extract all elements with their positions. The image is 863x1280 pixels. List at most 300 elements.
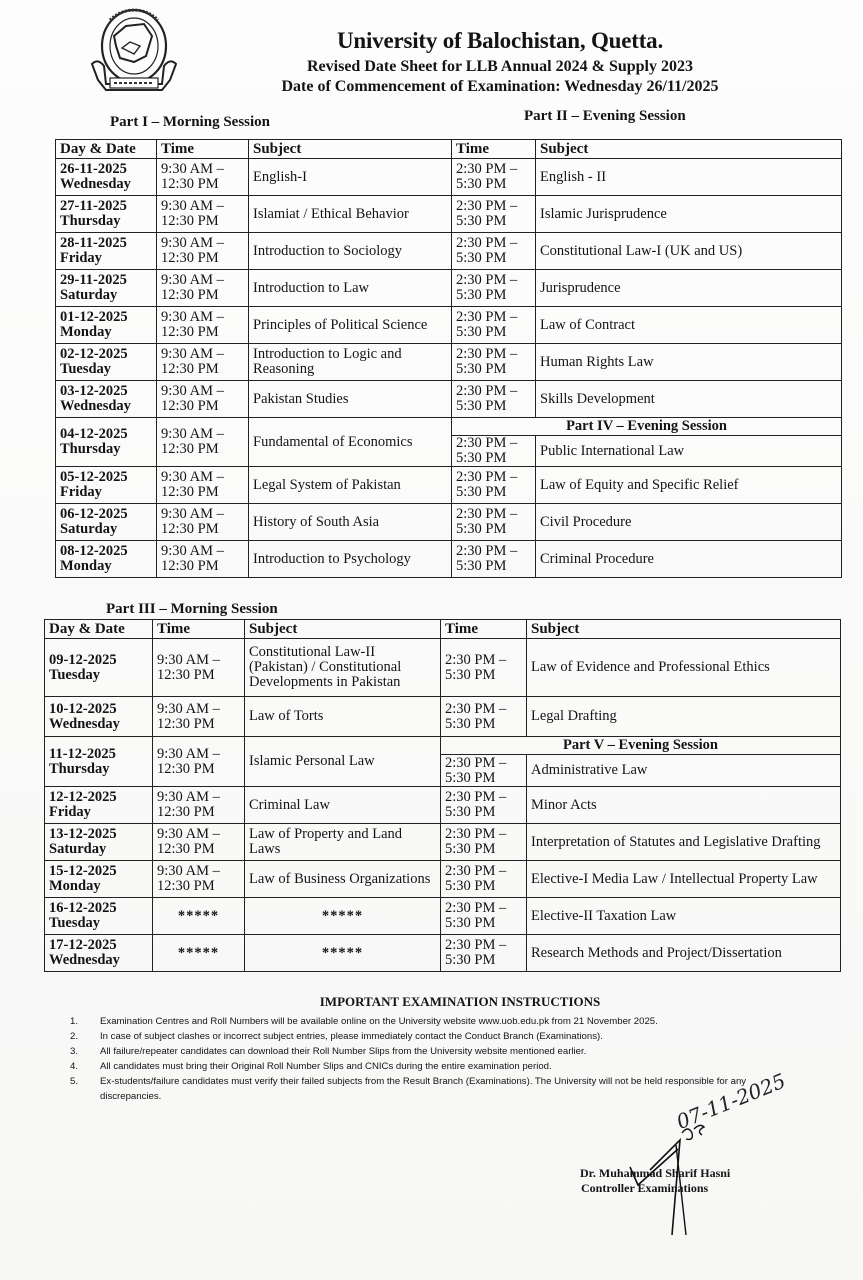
morning-time-cell [153, 697, 245, 737]
table-row [56, 159, 842, 196]
evening-time-start: 2:30 PM – [456, 198, 518, 214]
morning-subject-cell [245, 898, 441, 935]
morning-subject-cell [249, 467, 452, 504]
evening-time-start: 2:30 PM – [445, 863, 507, 879]
morning-time-end: 12:30 PM [161, 324, 219, 340]
morning-time-end: 12:30 PM [161, 398, 219, 414]
instruction-number: 5. [70, 1076, 79, 1087]
morning-subject: ***** [321, 907, 364, 924]
instruction-number: 4. [70, 1061, 79, 1072]
morning-subject-cell [249, 541, 452, 578]
evening-time-start: 2:30 PM – [445, 826, 507, 842]
evening-time-end: 5:30 PM [445, 769, 496, 786]
morning-time-cell [157, 307, 249, 344]
col-header-subject: Subject [527, 620, 841, 639]
morning-time-start: 9:30 AM – [157, 826, 220, 842]
evening-time-cell [452, 344, 536, 381]
evening-time-end: 5:30 PM [456, 361, 507, 377]
exam-date: 16-12-2025 [49, 900, 117, 916]
date-cell [56, 418, 157, 467]
evening-time-end: 5:30 PM [456, 250, 507, 266]
instruction-text: In case of subject clashes or incorrect subject entries, please immediately contact the Conduct Branch (Examinations). [100, 1031, 603, 1042]
morning-subject-cell [249, 381, 452, 418]
evening-subject: Elective-II Taxation Law [531, 907, 677, 924]
morning-time-cell [153, 737, 245, 787]
date-cell [56, 196, 157, 233]
morning-time-end: 12:30 PM [157, 666, 215, 683]
exam-date: 29-11-2025 [60, 272, 127, 288]
evening-subject-cell [527, 898, 841, 935]
morning-time-start: 9:30 AM – [161, 469, 224, 485]
morning-time-end: 12:30 PM [157, 804, 215, 820]
evening-time-cell [441, 697, 527, 737]
evening-subject: Law of Evidence and Professional Ethics [531, 659, 770, 675]
exam-date: 06-12-2025 [60, 506, 128, 522]
table-row [45, 861, 841, 898]
date-cell [56, 504, 157, 541]
instruction-item [70, 1044, 790, 1059]
date-cell [56, 541, 157, 578]
session-header: Part IV – Evening Session [452, 418, 842, 436]
session-header-row [45, 737, 841, 755]
evening-time-cell [452, 504, 536, 541]
evening-time-start: 2:30 PM – [456, 469, 518, 485]
morning-time-start: 9:30 AM – [157, 700, 220, 717]
morning-time-start: 9:30 AM – [157, 651, 220, 668]
date-cell [45, 861, 153, 898]
morning-subject: Criminal Law [249, 796, 330, 813]
morning-time-start: 9:30 AM – [157, 745, 220, 762]
table-row [56, 270, 842, 307]
exam-day: Friday [49, 804, 91, 820]
evening-subject: Criminal Procedure [540, 550, 654, 567]
morning-time-start: 9:30 AM – [161, 543, 224, 559]
evening-time-start: 2:30 PM – [456, 161, 518, 177]
date-cell [56, 307, 157, 344]
morning-subject: ***** [321, 944, 364, 961]
evening-subject-cell [536, 381, 842, 418]
table-row [56, 307, 842, 344]
evening-subject: Islamic Jurisprudence [540, 205, 667, 222]
evening-time-end: 5:30 PM [445, 715, 496, 732]
evening-time-cell [441, 935, 527, 972]
evening-time-cell [452, 233, 536, 270]
evening-time-start: 2:30 PM – [445, 937, 507, 953]
evening-subject: Constitutional Law-I (UK and US) [540, 242, 743, 259]
evening-subject: Administrative Law [531, 762, 648, 778]
exam-date: 13-12-2025 [49, 826, 117, 842]
signature-date: 07-11-2025 [673, 1068, 789, 1134]
morning-subject: Introduction to Sociology [253, 242, 403, 259]
evening-time-cell [452, 467, 536, 504]
morning-time-cell [157, 159, 249, 196]
evening-subject: Skills Development [540, 390, 655, 407]
morning-subject-cell [249, 270, 452, 307]
instruction-text: All candidates must bring their Original Roll Number Slips and CNICs during the entire examination period. [100, 1061, 552, 1072]
morning-time-cell [153, 824, 245, 861]
exam-day: Wednesday [49, 952, 120, 968]
instruction-text: All failure/repeater candidates can download their Roll Number Slips from the University website mentioned earlier. [100, 1046, 587, 1057]
evening-subject-cell [536, 233, 842, 270]
morning-time-start: 9:30 AM – [161, 346, 224, 362]
evening-time-start: 2:30 PM – [445, 754, 507, 771]
exam-date: 09-12-2025 [49, 651, 117, 668]
date-cell [45, 737, 153, 787]
schedule-table-part-1-2 [55, 139, 842, 578]
table-row [56, 504, 842, 541]
date-cell [56, 344, 157, 381]
part-2-label: Part II – Evening Session [524, 108, 686, 124]
session-header-row [56, 418, 842, 436]
evening-time-cell [452, 159, 536, 196]
morning-time-cell [157, 504, 249, 541]
table-row [45, 898, 841, 935]
university-title: University of Balochistan, Quetta. [336, 28, 664, 53]
evening-time-start: 2:30 PM – [456, 346, 518, 362]
evening-subject: Law of Equity and Specific Relief [540, 476, 739, 493]
morning-time-end: 12:30 PM [161, 361, 219, 377]
date-cell [45, 898, 153, 935]
date-sheet-subtitle: Revised Date Sheet for LLB Annual 2024 & Supply 2023 [307, 58, 693, 75]
morning-subject-cell [245, 697, 441, 737]
date-cell [45, 697, 153, 737]
evening-subject-cell [536, 270, 842, 307]
morning-time-start: 9:30 AM – [161, 272, 224, 288]
evening-time-cell [441, 861, 527, 898]
morning-time-cell [157, 541, 249, 578]
morning-time-end: 12:30 PM [161, 441, 219, 457]
morning-time: ***** [177, 907, 220, 924]
morning-time-end: 12:30 PM [161, 287, 219, 303]
exam-day: Tuesday [49, 666, 101, 683]
morning-time-end: 12:30 PM [157, 878, 215, 894]
date-cell [56, 233, 157, 270]
date-cell [56, 270, 157, 307]
date-cell [56, 381, 157, 418]
evening-time-cell [452, 541, 536, 578]
schedule-table-part-3-5 [44, 619, 841, 972]
morning-time-end: 12:30 PM [161, 558, 219, 574]
exam-date: 01-12-2025 [60, 309, 128, 325]
evening-time-cell [452, 270, 536, 307]
evening-subject: Elective-I Media Law / Intellectual Property Law [531, 870, 818, 887]
exam-date: 11-12-2025 [49, 745, 116, 762]
evening-subject-cell [527, 697, 841, 737]
evening-subject: Civil Procedure [540, 513, 632, 530]
evening-time-start: 2:30 PM – [456, 506, 518, 522]
col-header-time: Time [441, 620, 527, 639]
evening-time-end: 5:30 PM [445, 841, 496, 857]
exam-day: Wednesday [49, 715, 120, 732]
exam-day: Wednesday [60, 176, 131, 192]
col-header-subject: Subject [245, 620, 441, 639]
morning-time-start: 9:30 AM – [161, 506, 224, 522]
evening-subject-cell [527, 935, 841, 972]
morning-time-cell [153, 639, 245, 697]
evening-time-start: 2:30 PM – [456, 309, 518, 325]
signatory-role: Controller Examinations [581, 1181, 709, 1195]
part-3-label: Part III – Morning Session [106, 601, 278, 617]
exam-date: 02-12-2025 [60, 346, 128, 362]
evening-subject-cell [536, 504, 842, 541]
exam-date: 08-12-2025 [60, 543, 128, 559]
university-seal-icon [84, 6, 184, 96]
date-cell [56, 467, 157, 504]
morning-time-start: 9:30 AM – [161, 198, 224, 214]
morning-time-end: 12:30 PM [157, 760, 215, 777]
date-cell [45, 824, 153, 861]
exam-date: 27-11-2025 [60, 198, 127, 214]
instruction-item [70, 1014, 790, 1029]
exam-day: Tuesday [60, 361, 112, 377]
exam-day: Thursday [60, 441, 121, 457]
instruction-item [70, 1029, 790, 1044]
evening-time-start: 2:30 PM – [456, 383, 518, 399]
evening-time-end: 5:30 PM [445, 952, 496, 968]
date-cell [45, 639, 153, 697]
morning-subject: Islamic Personal Law [249, 753, 375, 769]
morning-subject: Pakistan Studies [253, 390, 349, 407]
table-row [45, 824, 841, 861]
exam-day: Thursday [60, 213, 121, 229]
morning-time-end: 12:30 PM [161, 521, 219, 537]
exam-date: 17-12-2025 [49, 937, 117, 953]
session-header: Part V – Evening Session [441, 737, 841, 755]
exam-date: 05-12-2025 [60, 469, 128, 485]
table-row [56, 196, 842, 233]
morning-time-cell [153, 861, 245, 898]
evening-time-cell [441, 639, 527, 697]
morning-subject-cell [245, 824, 441, 861]
evening-time-start: 2:30 PM – [456, 543, 518, 559]
evening-time-cell [452, 196, 536, 233]
col-header-subject: Subject [536, 140, 842, 159]
col-header-time: Time [157, 140, 249, 159]
morning-subject-cell [245, 935, 441, 972]
evening-time-end: 5:30 PM [456, 450, 507, 466]
evening-subject: Jurisprudence [540, 279, 621, 296]
morning-subject: Introduction to Law [253, 279, 369, 296]
date-cell [56, 159, 157, 196]
evening-time-cell [441, 787, 527, 824]
evening-time-cell [441, 755, 527, 787]
evening-subject-cell [536, 467, 842, 504]
exam-day: Friday [60, 484, 102, 500]
evening-subject-cell [536, 196, 842, 233]
table-row [56, 233, 842, 270]
evening-subject: Interpretation of Statutes and Legislative Drafting [531, 833, 821, 850]
morning-subject-cell [245, 861, 441, 898]
morning-time-end: 12:30 PM [157, 841, 215, 857]
morning-time-start: 9:30 AM – [161, 235, 224, 251]
morning-subject: Islamiat / Ethical Behavior [253, 205, 409, 222]
morning-time-start: 9:30 AM – [157, 789, 220, 805]
morning-subject: Legal System of Pakistan [253, 476, 401, 493]
evening-time-end: 5:30 PM [456, 324, 507, 340]
instruction-text: Examination Centres and Roll Numbers will be available online on the University website www.uob.edu.pk from 21 November 2025. [100, 1016, 658, 1027]
evening-time-end: 5:30 PM [456, 213, 507, 229]
evening-time-end: 5:30 PM [445, 915, 496, 931]
table-row [45, 639, 841, 697]
evening-time-end: 5:30 PM [456, 521, 507, 537]
instruction-text: Ex-students/failure candidates must verify their failed subjects from the Result Branch (Examinations). The University will not be held responsible for any discrepancies. [100, 1076, 747, 1102]
col-header-day-date: Day & Date [56, 140, 157, 159]
evening-time-start: 2:30 PM – [445, 900, 507, 916]
morning-subject-cell [249, 418, 452, 467]
exam-day: Saturday [60, 521, 118, 537]
morning-subject-cell [249, 233, 452, 270]
exam-date: 28-11-2025 [60, 235, 127, 251]
morning-time-start: 9:30 AM – [161, 309, 224, 325]
instructions-title: IMPORTANT EXAMINATION INSTRUCTIONS [319, 994, 601, 1009]
part-1-label: Part I – Morning Session [110, 114, 271, 130]
evening-time-end: 5:30 PM [445, 804, 496, 820]
exam-day: Saturday [49, 841, 107, 857]
morning-time-start: 9:30 AM – [161, 383, 224, 399]
evening-time-start: 2:30 PM – [456, 272, 518, 288]
evening-subject: Legal Drafting [531, 708, 617, 724]
exam-day: Thursday [49, 760, 110, 777]
table-row [56, 541, 842, 578]
evening-subject-cell [536, 436, 842, 467]
morning-time-cell [157, 467, 249, 504]
morning-subject: Law of Property and Land Laws [249, 826, 403, 857]
morning-time-start: 9:30 AM – [161, 426, 224, 442]
morning-time-end: 12:30 PM [161, 250, 219, 266]
evening-subject-cell [536, 159, 842, 196]
evening-time-end: 5:30 PM [456, 398, 507, 414]
morning-subject: Law of Torts [249, 708, 324, 724]
table-row [56, 344, 842, 381]
exam-day: Wednesday [60, 398, 131, 414]
morning-time-cell [157, 196, 249, 233]
evening-subject: English - II [540, 168, 607, 185]
exam-date: 04-12-2025 [60, 426, 128, 442]
col-header-time: Time [153, 620, 245, 639]
evening-subject: Minor Acts [531, 796, 597, 813]
exam-day: Tuesday [49, 915, 101, 931]
evening-subject-cell [536, 344, 842, 381]
evening-subject-cell [527, 639, 841, 697]
evening-time-cell [441, 898, 527, 935]
exam-day: Monday [60, 558, 112, 574]
evening-time-end: 5:30 PM [456, 287, 507, 303]
col-header-day-date: Day & Date [45, 620, 153, 639]
morning-time-end: 12:30 PM [161, 176, 219, 192]
exam-day: Monday [60, 324, 112, 340]
morning-subject-cell [249, 504, 452, 541]
table-row [45, 787, 841, 824]
exam-day: Friday [60, 250, 102, 266]
evening-subject-cell [536, 307, 842, 344]
instruction-number: 1. [70, 1016, 79, 1027]
exam-day: Saturday [60, 287, 118, 303]
morning-subject: English-I [253, 168, 307, 185]
exam-date: 15-12-2025 [49, 863, 117, 879]
morning-subject-cell [249, 344, 452, 381]
morning-subject-cell [249, 307, 452, 344]
morning-time-cell [157, 418, 249, 467]
evening-subject-cell [527, 824, 841, 861]
morning-time: ***** [177, 944, 220, 961]
evening-subject: Human Rights Law [540, 353, 654, 370]
morning-subject: History of South Asia [253, 513, 380, 530]
date-cell [45, 787, 153, 824]
evening-time-end: 5:30 PM [456, 484, 507, 500]
table-row [56, 467, 842, 504]
morning-subject-cell [249, 196, 452, 233]
morning-time-cell [157, 344, 249, 381]
evening-time-cell [452, 307, 536, 344]
morning-time-cell [157, 233, 249, 270]
evening-time-start: 2:30 PM – [456, 435, 518, 451]
morning-subject: Law of Business Organizations [249, 870, 431, 887]
instruction-number: 3. [70, 1046, 79, 1057]
morning-subject-cell [245, 787, 441, 824]
evening-time-cell [452, 381, 536, 418]
evening-time-end: 5:30 PM [456, 558, 507, 574]
evening-time-start: 2:30 PM – [456, 235, 518, 251]
table-row [45, 697, 841, 737]
evening-time-end: 5:30 PM [445, 878, 496, 894]
exam-date: 03-12-2025 [60, 383, 128, 399]
morning-time-cell [157, 270, 249, 307]
exam-date: 26-11-2025 [60, 161, 127, 177]
exam-date: 12-12-2025 [49, 789, 117, 805]
signatory-name: Dr. Muhammad Sharif Hasni [580, 1166, 731, 1180]
exam-date: 10-12-2025 [49, 700, 117, 717]
evening-time-end: 5:30 PM [445, 666, 496, 683]
morning-subject: Constitutional Law-II (Pakistan) / Constitutional Developments in Pakistan [249, 644, 402, 690]
morning-subject: Introduction to Psychology [253, 550, 411, 567]
evening-subject-cell [536, 541, 842, 578]
evening-subject: Law of Contract [540, 316, 636, 333]
morning-time-start: 9:30 AM – [161, 161, 224, 177]
instruction-item [70, 1059, 790, 1074]
morning-subject-cell [249, 159, 452, 196]
table-row [45, 935, 841, 972]
instruction-number: 2. [70, 1031, 79, 1042]
evening-subject-cell [527, 861, 841, 898]
morning-time-start: 9:30 AM – [157, 863, 220, 879]
morning-subject-cell [245, 639, 441, 697]
evening-time-cell [441, 824, 527, 861]
morning-subject-cell [245, 737, 441, 787]
morning-time-cell [153, 787, 245, 824]
evening-time-start: 2:30 PM – [445, 700, 507, 717]
morning-subject: Introduction to Logic and Reasoning [253, 346, 402, 377]
exam-day: Monday [49, 878, 101, 894]
evening-time-start: 2:30 PM – [445, 789, 507, 805]
evening-subject-cell [527, 787, 841, 824]
morning-time-end: 12:30 PM [157, 715, 215, 732]
evening-subject-cell [527, 755, 841, 787]
morning-time-cell [153, 935, 245, 972]
evening-subject: Research Methods and Project/Dissertation [531, 944, 782, 961]
morning-subject: Principles of Political Science [253, 316, 428, 333]
morning-time-end: 12:30 PM [161, 484, 219, 500]
evening-subject: Public International Law [540, 442, 685, 459]
date-cell [45, 935, 153, 972]
col-header-subject: Subject [249, 140, 452, 159]
morning-subject: Fundamental of Economics [253, 433, 413, 450]
morning-time-cell [153, 898, 245, 935]
morning-time-end: 12:30 PM [161, 213, 219, 229]
commencement-date: Date of Commencement of Examination: Wednesday 26/11/2025 [281, 78, 719, 95]
evening-time-end: 5:30 PM [456, 176, 507, 192]
evening-time-start: 2:30 PM – [445, 651, 507, 668]
evening-time-cell [452, 436, 536, 467]
